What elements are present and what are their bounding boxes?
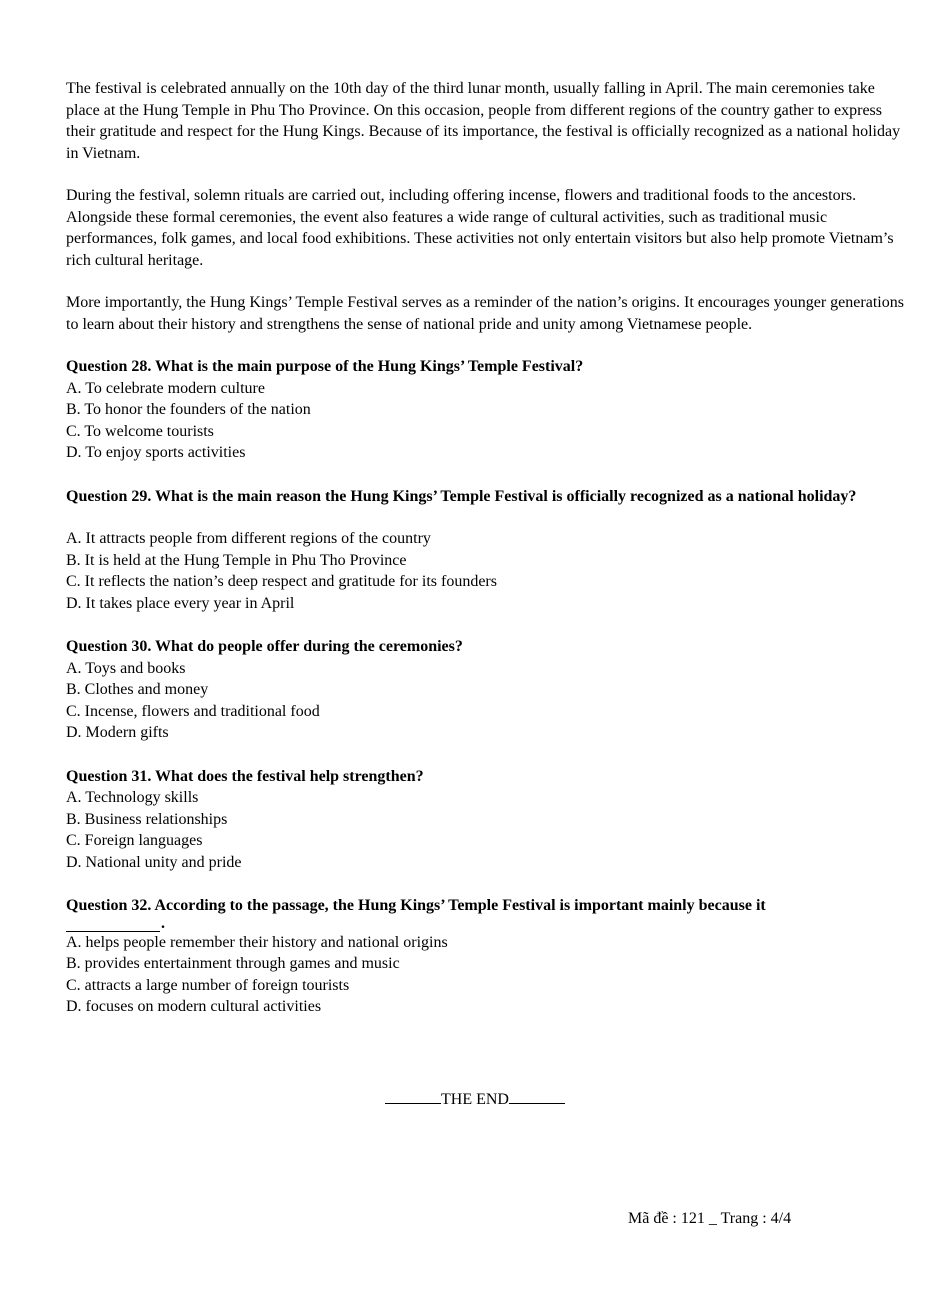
question-30-option-d: D. Modern gifts	[66, 724, 169, 741]
question-29-option-d: D. It takes place every year in April	[66, 594, 295, 612]
question-32-option-b: B. provides entertainment through games and music	[66, 955, 400, 972]
the-end-right-rule	[509, 1089, 565, 1104]
question-32-title: Question 32. According to the passage, the Hung Kings’ Temple Festival is important mainly because it	[66, 897, 766, 914]
question-28-title: Question 28. What is the main purpose of the Hung Kings’ Temple Festival?	[66, 358, 584, 375]
question-32-option-d: D. focuses on modern cultural activities	[66, 998, 322, 1015]
question-29	[66, 486, 911, 615]
question-32-option-a: A. helps people remember their history and national origins	[66, 933, 448, 951]
question-28-option-a: A. To celebrate modern culture	[66, 379, 265, 397]
question-31-option-a: A. Technology skills	[66, 789, 199, 806]
question-30-option-b: B. Clothes and money	[66, 681, 209, 698]
passage-paragraph-3: More importantly, the Hung Kings’ Temple Festival serves as a reminder of the nation’s origins. It encourages younger generations to learn about their history and strengthens the sense of national pride and unity among Vietnamese people.	[66, 294, 904, 333]
question-28-option-d: D. To enjoy sports activities	[66, 444, 246, 461]
answer-blank-dot: .	[161, 915, 165, 932]
question-31-option-d: D. National unity and pride	[66, 853, 242, 871]
question-29-option-a: A. It attracts people from different regions of the country	[66, 530, 431, 547]
the-end-left-rule	[385, 1089, 441, 1104]
question-31-option-b: B. Business relationships	[66, 810, 228, 828]
question-31	[66, 766, 911, 874]
question-28-option-b: B. To honor the founders of the nation	[66, 401, 311, 418]
question-29-option-c: C. It reflects the nation’s deep respect and gratitude for its founders	[66, 573, 497, 590]
question-28	[66, 356, 911, 464]
question-28-option-c: C. To welcome tourists	[66, 422, 214, 440]
exam-page	[66, 78, 911, 1040]
question-29-option-b: B. It is held at the Hung Temple in Phu Tho Province	[66, 551, 407, 569]
question-32-option-c: C. attracts a large number of foreign tourists	[66, 976, 350, 994]
question-30-option-c: C. Incense, flowers and traditional food	[66, 702, 320, 720]
question-30-option-a: A. Toys and books	[66, 659, 186, 677]
question-30-title: Question 30. What do people offer during the ceremonies?	[66, 638, 463, 655]
question-31-option-c: C. Foreign languages	[66, 832, 203, 849]
question-31-title: Question 31. What does the festival help strengthen?	[66, 767, 424, 785]
page-footer: Mã đề : 121 _ Trang : 4/4	[628, 1210, 792, 1227]
question-32	[66, 895, 911, 1018]
the-end-marker	[0, 1089, 950, 1111]
question-30	[66, 636, 911, 744]
passage-paragraph-1: The festival is celebrated annually on the 10th day of the third lunar month, usually falling in April. The main ceremonies take place at the Hung Temple in Phu Tho Province. On this occasion, people from different regions of the country gather to express their gratitude and respect for the Hung Kings. Because of its importance, the festival is officially recognized as a national holiday in Vietnam.	[66, 80, 901, 162]
passage-paragraph-2: During the festival, solemn rituals are carried out, including offering incense, flowers and traditional foods to the ancestors. Alongside these formal ceremonies, the event also features a wide range of cultural activities, such as traditional music performances, folk games, and local food exhibitions. These activities not only entertain visitors but also help promote Vietnam’s rich cultural heritage.	[66, 187, 894, 269]
answer-blank-line	[66, 915, 165, 932]
question-29-title: Question 29. What is the main reason the Hung Kings’ Temple Festival is officially recognized as a national holiday?	[66, 487, 857, 505]
the-end-text: THE END	[441, 1091, 509, 1108]
